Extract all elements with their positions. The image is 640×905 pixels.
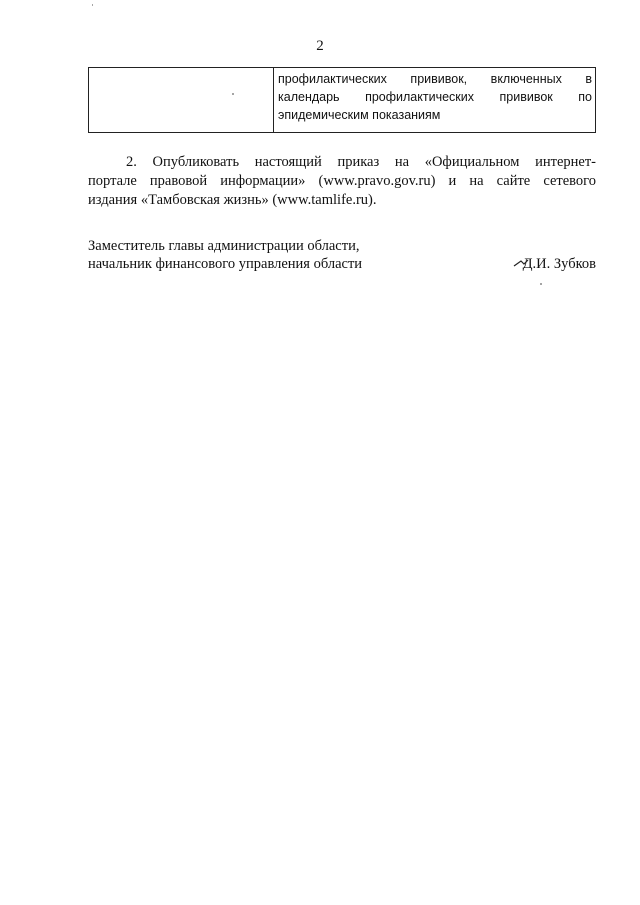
signature-block xyxy=(88,237,596,273)
scan-speck xyxy=(232,93,234,95)
scan-speck xyxy=(92,4,93,6)
page-number: 2 xyxy=(316,38,324,54)
paragraph-line: 2. Опубликовать настоящий приказ на «Официальном интернет- xyxy=(126,154,596,170)
table-text-line: профилактических прививок, включенных в xyxy=(278,72,592,86)
signature-position-line: начальник финансового управления области xyxy=(88,256,363,272)
signature-mark-icon xyxy=(513,257,529,269)
signature-position-line: Заместитель главы администрации области, xyxy=(88,238,360,254)
table-cell-text xyxy=(274,68,595,132)
signatory-name: Д.И. Зубков xyxy=(522,256,596,272)
signatory-name-wrapper xyxy=(517,255,596,273)
publication-paragraph xyxy=(88,153,596,210)
document-table xyxy=(88,67,596,133)
paragraph-line: издания «Тамбовская жизнь» (www.tamlife.ru). xyxy=(88,192,377,208)
table-cell-empty xyxy=(89,68,274,132)
table-text-line: эпидемическим показаниям xyxy=(278,108,441,122)
paragraph-line: портале правовой информации» (www.pravo.gov.ru) и на сайте сетевого xyxy=(88,173,596,189)
signature-row xyxy=(88,255,596,273)
table-text-line: календарь профилактических прививок по xyxy=(278,90,592,104)
scan-speck xyxy=(540,283,542,285)
